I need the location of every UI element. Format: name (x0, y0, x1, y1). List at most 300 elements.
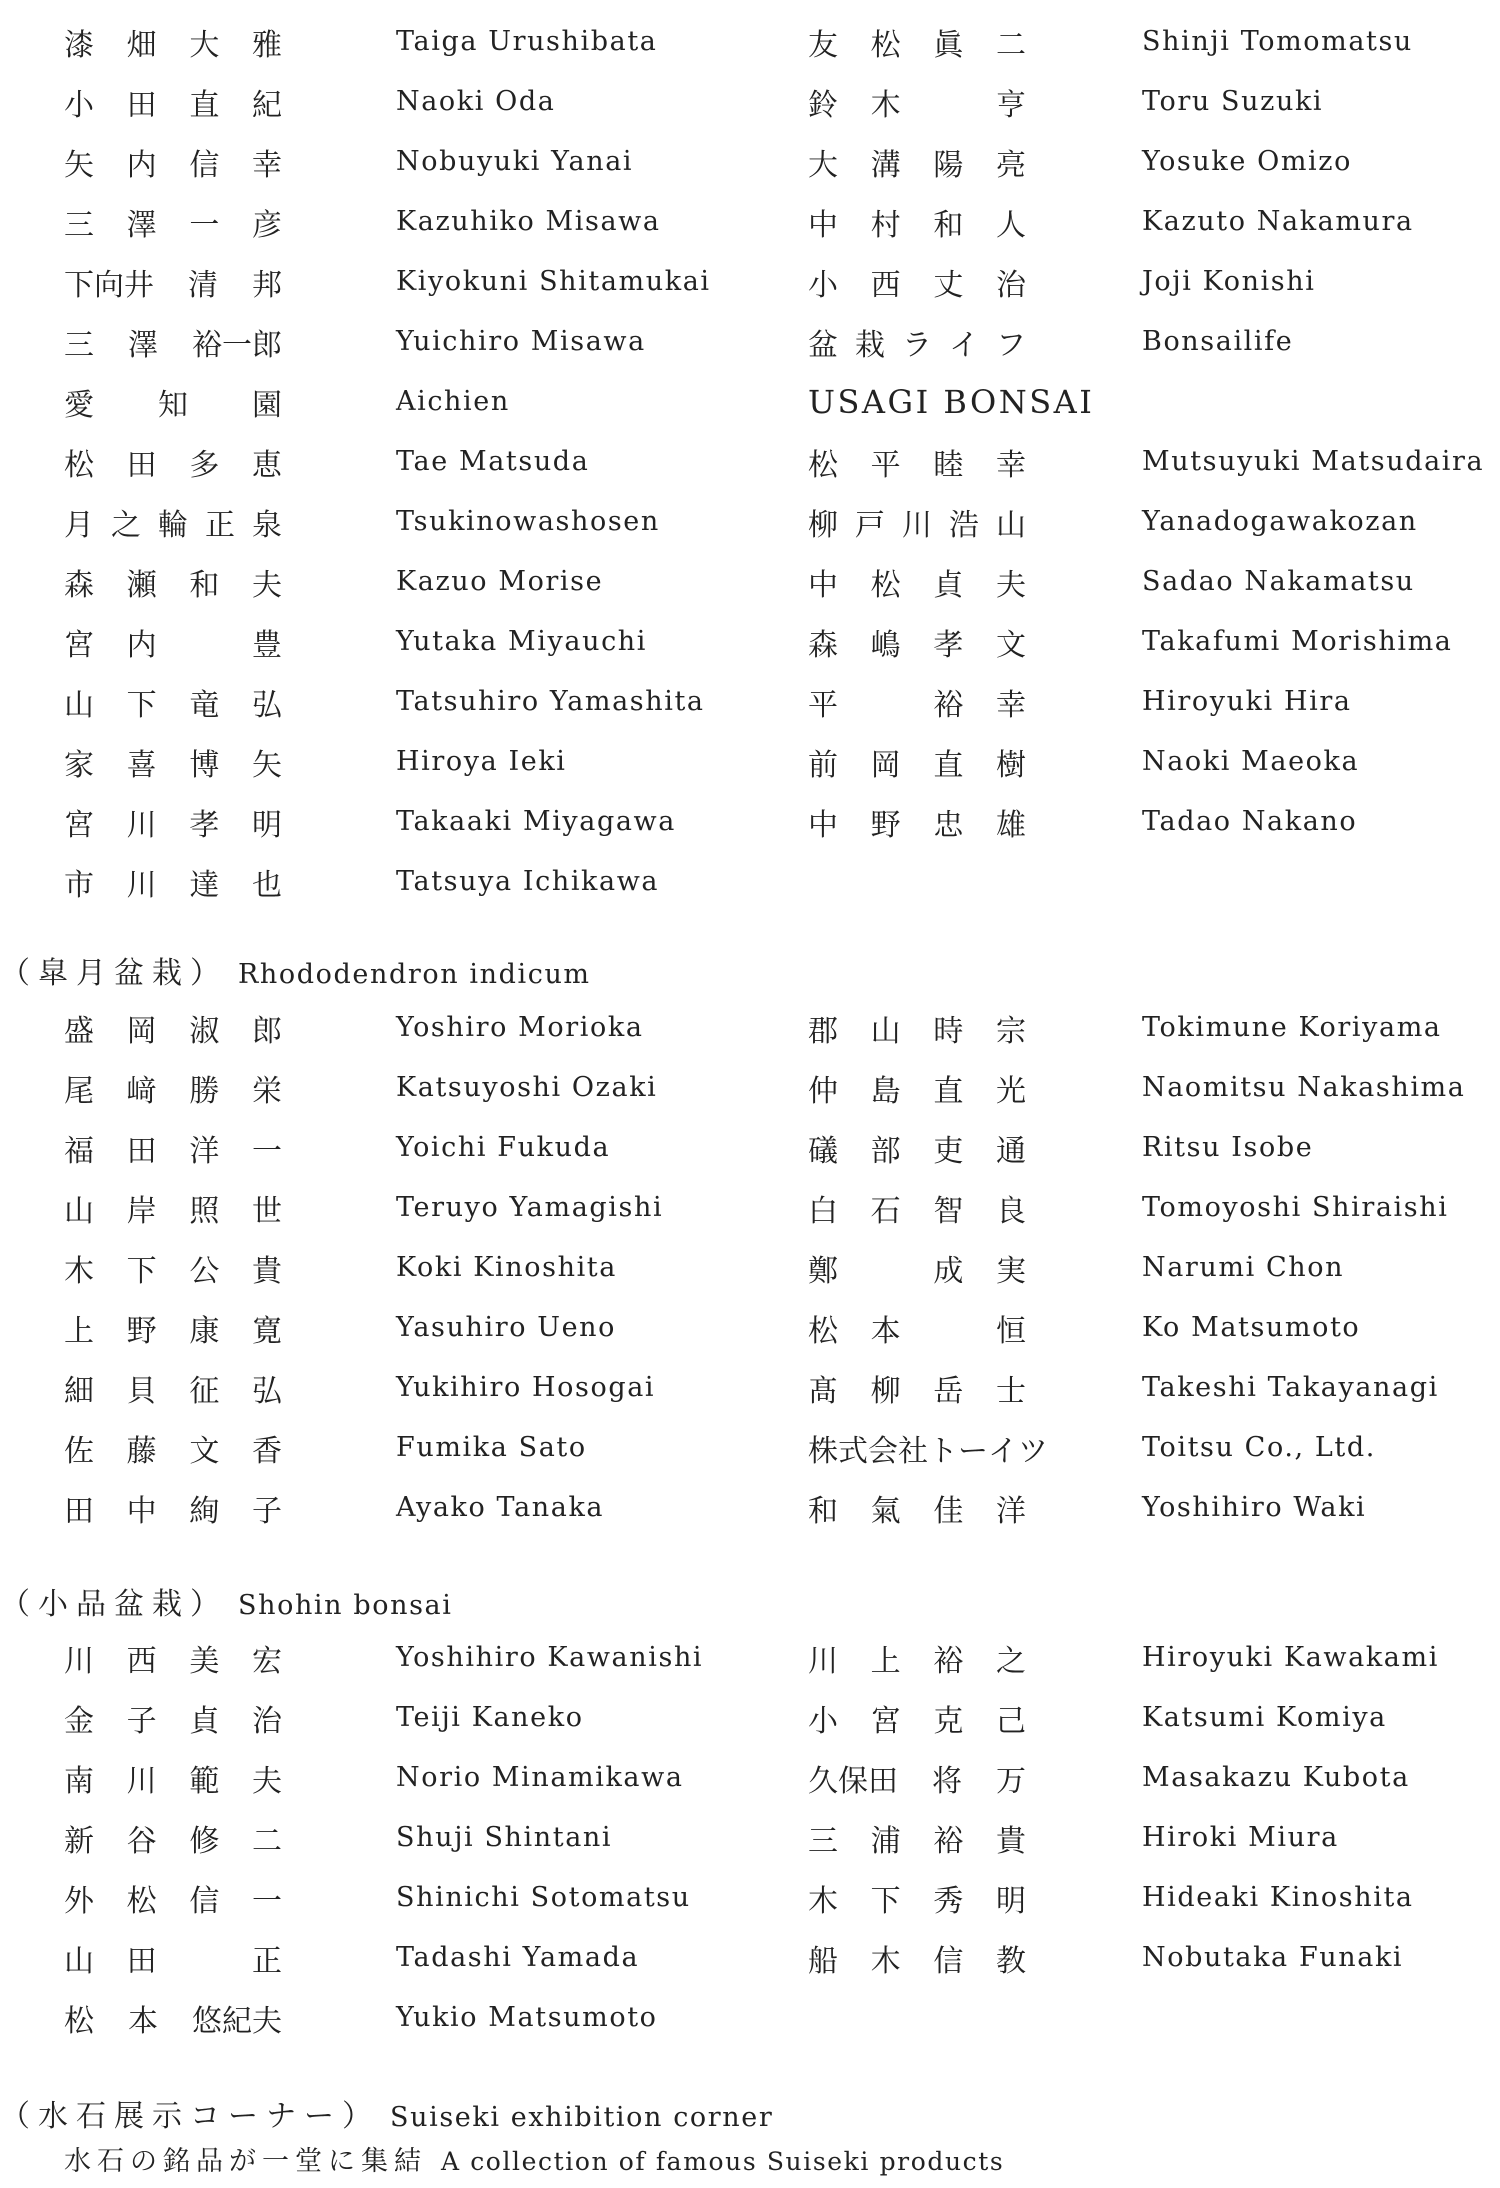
section-heading-en: Rhododendron indicum (238, 959, 591, 990)
name-char: 松 (126, 1884, 157, 1919)
name-char: 修 (189, 1824, 220, 1859)
exhibitor-name-jp (808, 1635, 1026, 1681)
name-char: 木 (870, 1944, 901, 1979)
name-char: 川 (126, 808, 157, 843)
section-heading-jp: （水石展示コーナー） (0, 2099, 380, 2134)
name-char: 木 (808, 1884, 838, 1919)
exhibitor-name-en: Ritsu Isobe (1142, 1132, 1314, 1163)
name-char: 淑 (189, 1014, 220, 1049)
name-char: 鄭 (808, 1254, 838, 1289)
name-char: 泉 (252, 508, 282, 543)
name-char: 智 (933, 1194, 964, 1229)
name-char: 文 (189, 1434, 220, 1469)
exhibitor-name-jp (64, 1185, 282, 1231)
exhibitor-name-jp (64, 139, 282, 185)
name-char: 治 (995, 268, 1026, 303)
exhibitor-name-jp (808, 199, 1026, 245)
name-char: 治 (251, 1704, 282, 1739)
name-char: 山 (64, 1194, 94, 1229)
name-char: 岡 (870, 748, 901, 783)
exhibitor-name-en: Yuichiro Misawa (396, 326, 646, 357)
name-char: 船 (808, 1944, 838, 1979)
name-char: 南 (64, 1764, 94, 1799)
name-row (0, 1365, 1500, 1411)
exhibitor-name-en: Yukihiro Hosogai (396, 1372, 656, 1403)
name-row (0, 1995, 1500, 2041)
name-row (0, 1695, 1500, 1741)
name-char: 木 (64, 1254, 94, 1289)
name-row (0, 379, 1500, 425)
exhibitor-name-en: Yoshihiro Kawanishi (396, 1642, 704, 1673)
name-char: 達 (189, 868, 220, 903)
name-char: 美 (189, 1644, 220, 1679)
exhibitor-name-jp (808, 679, 1026, 725)
exhibitor-name-jp (808, 1425, 1048, 1471)
name-char: 世 (251, 1194, 282, 1229)
name-char: 下向井 (64, 268, 154, 303)
exhibitor-name-jp (64, 679, 282, 725)
exhibitor-name-en: Tatsuhiro Yamashita (396, 686, 705, 717)
name-char: 亨 (995, 88, 1026, 123)
name-char: 澤 (126, 208, 157, 243)
name-row (0, 799, 1500, 845)
name-char: 礒 (808, 1134, 838, 1169)
exhibitor-name-jp (808, 739, 1026, 785)
name-char: 髙 (808, 1374, 838, 1409)
exhibitor-name-en: Teruyo Yamagishi (396, 1192, 664, 1223)
name-char: 征 (189, 1374, 220, 1409)
name-row (0, 199, 1500, 245)
name-char: 三 (64, 328, 94, 363)
exhibitor-name-en: Takeshi Takayanagi (1142, 1372, 1439, 1403)
exhibitor-name-en: Fumika Sato (396, 1432, 587, 1463)
name-char: 康 (189, 1314, 220, 1349)
exhibitor-name-jp (64, 319, 282, 365)
name-char: 宗 (995, 1014, 1026, 1049)
name-char: 園 (252, 388, 282, 423)
exhibitor-name-jp (64, 1305, 282, 1351)
name-char: 矢 (64, 148, 94, 183)
name-char: 宮 (870, 1704, 901, 1739)
name-row (0, 1485, 1500, 1531)
name-char: 悠紀夫 (192, 2004, 282, 2039)
name-char: 明 (995, 1884, 1026, 1919)
exhibitor-name-jp (808, 1815, 1026, 1861)
exhibitor-name-en: Mutsuyuki Matsudaira (1142, 446, 1485, 477)
name-row (0, 1635, 1500, 1681)
name-char: 下 (126, 1254, 157, 1289)
name-char: 吏 (933, 1134, 964, 1169)
exhibitor-name-en: Naoki Oda (396, 86, 556, 117)
exhibitor-name-jp (808, 499, 1026, 545)
name-char: 村 (870, 208, 901, 243)
name-char: 絢 (189, 1494, 220, 1529)
exhibitor-name-en: Yoshiro Morioka (396, 1012, 644, 1043)
name-char: 野 (870, 808, 901, 843)
exhibitor-name-en: Shinichi Sotomatsu (396, 1882, 691, 1913)
name-row (0, 259, 1500, 305)
exhibitor-name-jp (64, 1125, 282, 1171)
name-char: 宮 (64, 808, 94, 843)
name-char: 和 (933, 208, 964, 243)
exhibitor-name-jp (808, 319, 1026, 365)
name-char: ラ (902, 328, 932, 363)
suiseki-subtitle-en: A collection of famous Suiseki products (441, 2147, 1005, 2176)
name-char: 鈴 (808, 88, 838, 123)
name-char: 浩 (949, 508, 979, 543)
name-char: 洋 (995, 1494, 1026, 1529)
name-char: 株式会社トーイツ (808, 1434, 1048, 1469)
exhibitor-name-jp (64, 1365, 282, 1411)
name-char: 中 (126, 1494, 157, 1529)
name-row (0, 1875, 1500, 1921)
name-char: 丈 (933, 268, 964, 303)
name-char: 夫 (251, 1764, 282, 1799)
name-char: 邦 (252, 268, 282, 303)
name-char: 子 (126, 1704, 157, 1739)
name-char: 之 (995, 1644, 1026, 1679)
name-char: 金 (64, 1704, 94, 1739)
name-char: 川 (64, 1644, 94, 1679)
name-char: イ (949, 328, 979, 363)
exhibitor-name-en: Masakazu Kubota (1142, 1762, 1410, 1793)
name-char: 西 (870, 268, 901, 303)
exhibitor-name-jp (64, 1635, 282, 1681)
name-char: 矢 (251, 748, 282, 783)
name-char: 柳 (808, 508, 838, 543)
name-char: 岡 (126, 1014, 157, 1049)
name-char: 多 (189, 448, 220, 483)
exhibitor-name-en: Tae Matsuda (396, 446, 590, 477)
exhibitor-name-jp (808, 439, 1026, 485)
exhibitor-name-jp (808, 559, 1026, 605)
name-char: 白 (808, 1194, 838, 1229)
name-char: 木 (870, 88, 901, 123)
name-char: 清 (188, 268, 218, 303)
exhibitor-name-en: Shinji Tomomatsu (1142, 26, 1413, 57)
name-char: 戸 (855, 508, 885, 543)
exhibitor-name-jp (808, 1245, 1026, 1291)
name-char: 浦 (870, 1824, 901, 1859)
name-char: 士 (995, 1374, 1026, 1409)
name-char: 信 (189, 1884, 220, 1919)
name-row (0, 19, 1500, 65)
exhibitor-name-jp (64, 739, 282, 785)
name-char: 正 (251, 1944, 282, 1979)
name-char: 畑 (126, 28, 157, 63)
name-char: 夫 (995, 568, 1026, 603)
name-char: 本 (128, 2004, 158, 2039)
name-char: 豊 (251, 628, 282, 663)
name-char: 夫 (251, 568, 282, 603)
name-char: 松 (808, 448, 838, 483)
name-char: 己 (995, 1704, 1026, 1739)
name-char: 瀬 (126, 568, 157, 603)
name-char: 細 (64, 1374, 94, 1409)
name-row (0, 1005, 1500, 1051)
exhibitor-name-jp (64, 619, 282, 665)
name-char: 将 (932, 1764, 962, 1799)
name-char: 山 (64, 688, 94, 723)
name-char: 田 (126, 1944, 157, 1979)
name-char: 克 (933, 1704, 964, 1739)
exhibitor-name-jp (808, 1185, 1026, 1231)
name-char: 幸 (251, 148, 282, 183)
exhibitor-name-jp (64, 259, 282, 305)
name-char: 新 (64, 1824, 94, 1859)
name-char: 大 (189, 28, 220, 63)
name-char: 郡 (808, 1014, 838, 1049)
name-char: 松 (808, 1314, 838, 1349)
exhibitor-name-en: Kiyokuni Shitamukai (396, 266, 711, 297)
name-char: 一 (189, 208, 220, 243)
exhibitor-name-jp (64, 1995, 282, 2041)
name-char: 田 (64, 1494, 94, 1529)
exhibitor-name-en: Takafumi Morishima (1142, 626, 1453, 657)
exhibitor-name-jp (64, 859, 282, 905)
exhibitor-name-en: Shuji Shintani (396, 1822, 613, 1853)
exhibitor-name-jp (808, 19, 1026, 65)
name-char: 洋 (189, 1134, 220, 1169)
name-char: 通 (995, 1134, 1026, 1169)
name-char: 知 (158, 388, 188, 423)
name-row (0, 1245, 1500, 1291)
name-char: 紀 (251, 88, 282, 123)
name-char: 内 (126, 148, 157, 183)
name-char: 森 (808, 628, 838, 663)
exhibitor-name-en: Tatsuya Ichikawa (396, 866, 660, 897)
exhibitor-name-en: Takaaki Miyagawa (396, 806, 676, 837)
name-char: 竜 (189, 688, 220, 723)
name-row (0, 1125, 1500, 1171)
name-row (0, 499, 1500, 545)
exhibitor-name-en: Kazuhiko Misawa (396, 206, 661, 237)
suiseki-subtitle (64, 2139, 1004, 2185)
name-char: 田 (126, 88, 157, 123)
name-char: 松 (870, 568, 901, 603)
name-char: 照 (189, 1194, 220, 1229)
name-char: 岸 (126, 1194, 157, 1229)
exhibitor-name-en: Teiji Kaneko (396, 1702, 584, 1733)
exhibitor-name-jp (64, 19, 282, 65)
exhibitor-name-en: Bonsailife (1142, 326, 1294, 357)
name-char: 恵 (251, 448, 282, 483)
name-char: 人 (995, 208, 1026, 243)
name-char: 小 (808, 1704, 838, 1739)
exhibitor-name-en: Hiroya Ieki (396, 746, 567, 777)
exhibitor-name-en: Hiroyuki Kawakami (1142, 1642, 1439, 1673)
name-row (0, 859, 1500, 905)
name-char: 外 (64, 1884, 94, 1919)
exhibitor-name-jp (64, 1695, 282, 1741)
section-heading (0, 949, 591, 999)
name-row (0, 1815, 1500, 1861)
exhibitor-name-en: Tokimune Koriyama (1142, 1012, 1442, 1043)
name-char: 成 (933, 1254, 964, 1289)
name-char: 山 (996, 508, 1026, 543)
name-char: 大 (808, 148, 838, 183)
name-char: 貴 (251, 1254, 282, 1289)
name-char: 裕 (933, 688, 964, 723)
name-char: 小 (64, 88, 94, 123)
name-row (0, 1425, 1500, 1471)
name-char: 松 (64, 448, 94, 483)
exhibitor-name-en: Katsuyoshi Ozaki (396, 1072, 658, 1103)
name-row (0, 139, 1500, 185)
name-char: 山 (64, 1944, 94, 1979)
section-heading-jp: （皐月盆栽） (0, 956, 228, 991)
name-char: 雅 (251, 28, 282, 63)
name-char: 市 (64, 868, 94, 903)
name-char: 三 (64, 208, 94, 243)
name-char: 幸 (995, 688, 1026, 723)
name-char: 幸 (995, 448, 1026, 483)
name-char: 貞 (933, 568, 964, 603)
name-char: 石 (870, 1194, 901, 1229)
name-char: 氣 (870, 1494, 901, 1529)
exhibitor-name-en: Toitsu Co., Ltd. (1142, 1432, 1376, 1463)
name-row (0, 79, 1500, 125)
exhibitor-name-en: Sadao Nakamatsu (1142, 566, 1415, 597)
name-char: 弘 (251, 688, 282, 723)
name-char: 和 (808, 1494, 838, 1529)
exhibitor-name-en: Toru Suzuki (1142, 86, 1324, 117)
exhibitor-name-jp (808, 1065, 1026, 1111)
name-row (0, 319, 1500, 365)
exhibitor-name-en: Kazuo Morise (396, 566, 604, 597)
name-char: 岳 (933, 1374, 964, 1409)
name-char: 正 (205, 508, 235, 543)
name-char: 公 (189, 1254, 220, 1289)
name-char: 之 (111, 508, 141, 543)
exhibitor-name-jp (808, 1875, 1026, 1921)
name-char: 内 (126, 628, 157, 663)
exhibitor-name-en: Koki Kinoshita (396, 1252, 617, 1283)
exhibitor-name-jp (808, 1935, 1026, 1981)
exhibitor-name-en: Yanadogawakozan (1142, 506, 1418, 537)
name-char: 﨑 (126, 1074, 157, 1109)
exhibitor-name-jp (808, 619, 1026, 665)
name-char: 平 (808, 688, 838, 723)
name-char: 睦 (933, 448, 964, 483)
name-char: 中 (808, 808, 838, 843)
exhibitor-name-jp (64, 1875, 282, 1921)
name-char: 良 (995, 1194, 1026, 1229)
name-char: 一 (251, 1134, 282, 1169)
name-char: 勝 (189, 1074, 220, 1109)
name-row (0, 1755, 1500, 1801)
exhibitor-name-jp (64, 559, 282, 605)
exhibitor-name-en: Tomoyoshi Shiraishi (1142, 1192, 1449, 1223)
name-char: 直 (933, 1074, 964, 1109)
exhibitor-name-jp (808, 799, 1026, 845)
name-row (0, 559, 1500, 605)
exhibitor-name-en: Hiroki Miura (1142, 1822, 1339, 1853)
exhibitor-name-en: Tadashi Yamada (396, 1942, 640, 1973)
exhibitor-name-jp (64, 499, 282, 545)
name-char: 松 (870, 28, 901, 63)
name-char: 宏 (251, 1644, 282, 1679)
exhibitor-name-en: Naoki Maeoka (1142, 746, 1360, 777)
name-row (0, 1935, 1500, 1981)
name-char: 一 (251, 1884, 282, 1919)
section-heading-en: Suiseki exhibition corner (390, 2102, 774, 2133)
name-char: 二 (995, 28, 1026, 63)
name-char: 時 (933, 1014, 964, 1049)
suiseki-subtitle-jp: 水石の銘品が一堂に集結 (64, 2146, 427, 2177)
name-char: 文 (995, 628, 1026, 663)
exhibitor-name-en: Yukio Matsumoto (396, 2002, 658, 2033)
name-char: 三 (808, 1824, 838, 1859)
exhibitor-name-en: Katsumi Komiya (1142, 1702, 1387, 1733)
name-char: 嶋 (870, 628, 901, 663)
name-row (0, 1065, 1500, 1111)
name-char: 貝 (126, 1374, 157, 1409)
name-char: 藤 (126, 1434, 157, 1469)
name-char: 澤 (128, 328, 158, 363)
name-char: 輪 (158, 508, 188, 543)
exhibitor-name-jp (64, 799, 282, 845)
name-row (0, 1185, 1500, 1231)
exhibitor-name-en: Ayako Tanaka (396, 1492, 605, 1523)
exhibitor-name-en: Aichien (396, 386, 510, 417)
name-char: 月 (64, 508, 94, 543)
name-char: 田 (126, 448, 157, 483)
exhibitor-name-en: Norio Minamikawa (396, 1762, 684, 1793)
name-char: 愛 (64, 388, 94, 423)
name-char: 忠 (933, 808, 964, 843)
exhibitor-name-jp (64, 199, 282, 245)
name-char: 裕 (933, 1824, 964, 1859)
exhibitor-name-jp (808, 1005, 1026, 1051)
exhibitor-name-en: Yutaka Miyauchi (396, 626, 648, 657)
name-char: 万 (996, 1764, 1026, 1799)
name-char: 川 (808, 1644, 838, 1679)
name-char: 博 (189, 748, 220, 783)
name-char: 下 (870, 1884, 901, 1919)
name-char: 実 (995, 1254, 1026, 1289)
name-char: 眞 (933, 28, 964, 63)
exhibitor-name-en: Joji Konishi (1142, 266, 1316, 297)
name-char: 直 (933, 748, 964, 783)
name-char: 佐 (64, 1434, 94, 1469)
exhibitor-name-en: Tsukinowashosen (396, 506, 660, 537)
name-char: 尾 (64, 1074, 94, 1109)
name-char: 明 (251, 808, 282, 843)
exhibitor-name-en: Ko Matsumoto (1142, 1312, 1361, 1343)
exhibitor-name-en: Hideaki Kinoshita (1142, 1882, 1414, 1913)
name-char: フ (996, 328, 1026, 363)
exhibitor-name-jp (64, 79, 282, 125)
name-char: 亮 (995, 148, 1026, 183)
exhibitor-name-jp (64, 1935, 282, 1981)
name-char: 也 (251, 868, 282, 903)
exhibitor-name-jp (64, 439, 282, 485)
name-char: 川 (126, 1764, 157, 1799)
name-char: 信 (189, 148, 220, 183)
name-char: 西 (126, 1644, 157, 1679)
name-char: 平 (870, 448, 901, 483)
name-char: 裕一郎 (192, 328, 282, 363)
name-char: 野 (126, 1314, 157, 1349)
exhibitor-name-jp (808, 79, 1026, 125)
name-char: 雄 (995, 808, 1026, 843)
name-char: 本 (870, 1314, 901, 1349)
name-char: 信 (933, 1944, 964, 1979)
exhibitor-name-jp (64, 1005, 282, 1051)
name-char: 佳 (933, 1494, 964, 1529)
name-char: 二 (251, 1824, 282, 1859)
